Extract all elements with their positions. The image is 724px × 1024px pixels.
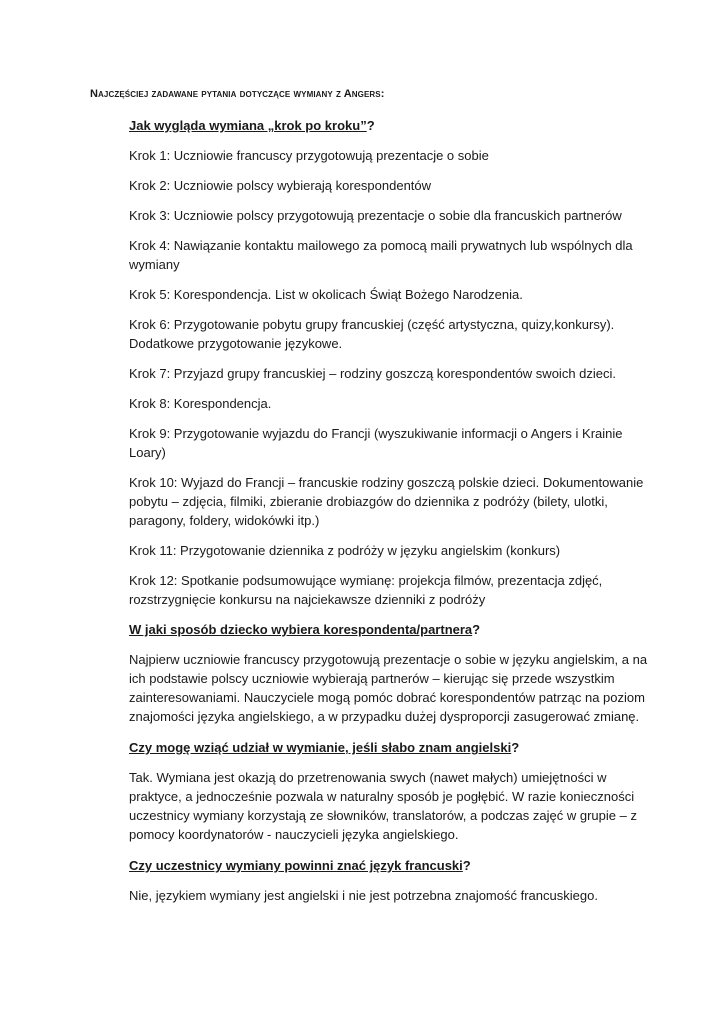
question-heading: [129, 116, 649, 135]
step-item: Krok 8: Korespondencja.: [129, 396, 272, 411]
question-heading: [129, 856, 649, 875]
step-item: Krok 2: Uczniowie polscy wybierają korespondentów: [129, 178, 432, 193]
answer-paragraph: Tak. Wymiana jest okazją do przetrenowania swych (nawet małych) umiejętności w praktyce, a jednocześnie pozwala w naturalny sposób je pogłębić. W razie konieczności uczestnicy wymiany korzystają ze słowników, translatorów, a podczas zajęć w grupie – z pomocy koordynatorów - nauczycieli języka angielskiego.: [129, 770, 637, 842]
step-item: Krok 4: Nawiązanie kontaktu mailowego za pomocą maili prywatnych lub wspólnych dla wymiany: [129, 238, 633, 272]
step-item: Krok 1: Uczniowie francuscy przygotowują prezentacje o sobie: [129, 148, 489, 163]
document-title: Najczęściej zadawane pytania dotyczące wymiany z Angers:: [90, 88, 385, 100]
step-item: Krok 7: Przyjazd grupy francuskiej – rodziny goszczą korespondentów swoich dzieci.: [129, 366, 617, 381]
answer-paragraph: Najpierw uczniowie francuscy przygotowują prezentacje o sobie w języku angielskim, a na ich podstawie polscy uczniowie wybierają partnerów – kierując się przede wszystkim zainteresowaniami. Nauczyciele mogą pomóc dobrać korespondentów patrząc na poziom znajomości języka angielskiego, a w przypadku dużej dysproporcji zasugerować zmianę.: [129, 652, 648, 724]
question-text: Czy mogę wziąć udział w wymianie, jeśli słabo znam angielski: [129, 740, 512, 755]
question-mark: ?: [462, 858, 471, 873]
answer-paragraph: Nie, językiem wymiany jest angielski i nie jest potrzebna znajomość francuskiego.: [129, 888, 598, 903]
step-item: Krok 12: Spotkanie podsumowujące wymianę: projekcja filmów, prezentacja zdjęć, rozstrzygnięcie konkursu na najciekawsze dzienniki z podróży: [129, 573, 603, 607]
document-content: [129, 116, 649, 917]
step-item: Krok 10: Wyjazd do Francji – francuskie rodziny goszczą polskie dzieci. Dokumentowanie pobytu – zdjęcia, filmiki, zbieranie drobiazgów do dziennika z podróży (bilety, ulotki, paragony, foldery, widokówki itp.): [129, 475, 644, 528]
step-item: Krok 5: Korespondencja. List w okolicach Świąt Bożego Narodzenia.: [129, 287, 523, 302]
question-mark: ?: [472, 622, 481, 637]
question-text: W jaki sposób dziecko wybiera korespondenta/partnera: [129, 622, 473, 637]
step-item: Krok 11: Przygotowanie dziennika z podróży w języku angielskim (konkurs): [129, 543, 561, 558]
question-text: Jak wygląda wymiana „krok po kroku”: [129, 118, 367, 133]
step-item: Krok 3: Uczniowie polscy przygotowują prezentacje o sobie dla francuskich partnerów: [129, 208, 622, 223]
step-item: Krok 6: Przygotowanie pobytu grupy francuskiej (część artystyczna, quizy,konkursy). Dodatkowe przygotowanie językowe.: [129, 317, 615, 351]
question-mark: ?: [511, 740, 520, 755]
question-mark: ?: [366, 118, 375, 133]
question-text: Czy uczestnicy wymiany powinni znać język francuski: [129, 858, 463, 873]
question-heading: [129, 620, 649, 639]
question-heading: [129, 738, 649, 757]
step-item: Krok 9: Przygotowanie wyjazdu do Francji (wyszukiwanie informacji o Angers i Krainie Loary): [129, 426, 623, 460]
